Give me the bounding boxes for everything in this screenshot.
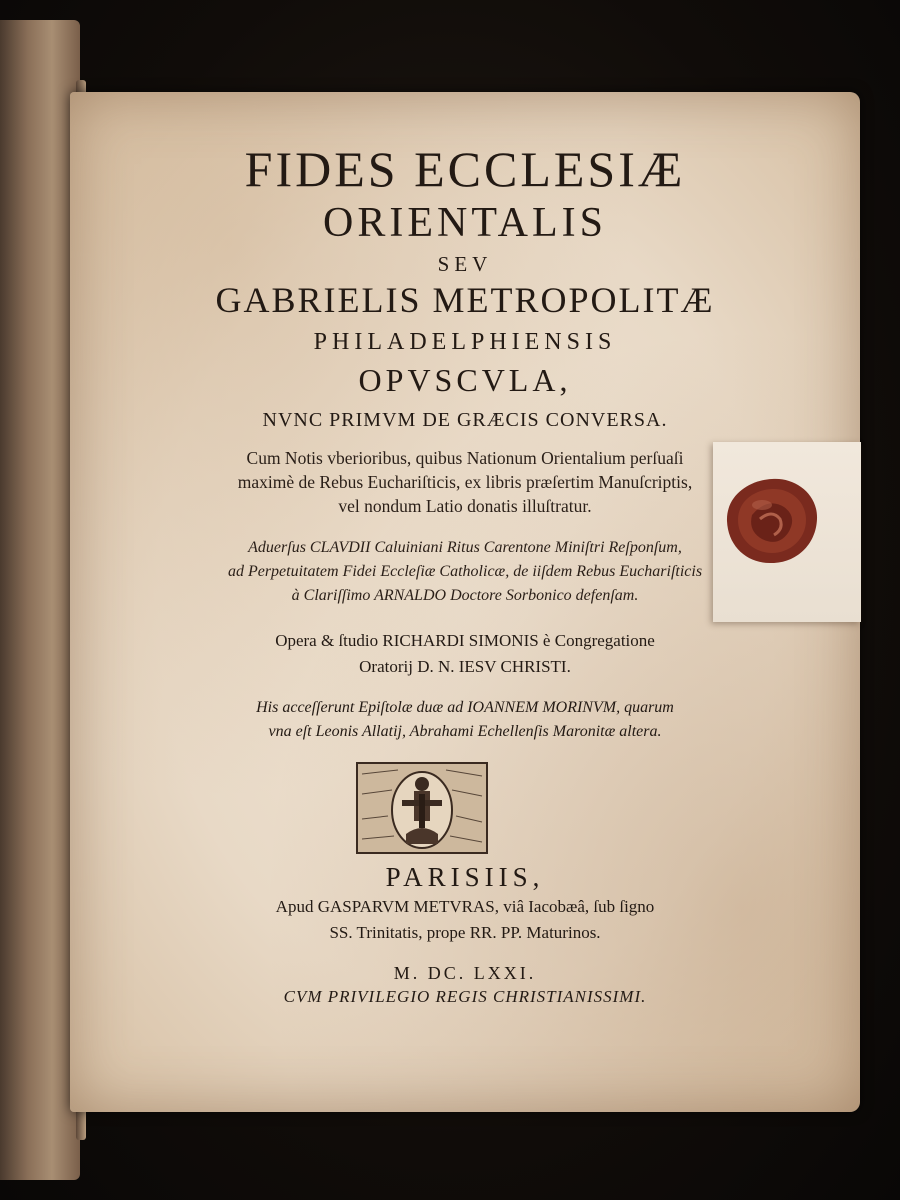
- imprint-date: M. DC. LXXI.: [393, 963, 537, 983]
- notes-line-1: Cum Notis vberioribus, quibus Nationum Orientalium perſuaſi: [246, 448, 684, 468]
- title-line-3: SEV: [437, 252, 493, 276]
- opera-line-1: Opera & ſtudio RICHARDI SIMONIS è Congregatione: [275, 631, 655, 650]
- adversus-line-3: à Clariſſimo ARNALDO Doctore Sorbonico defenſam.: [291, 587, 639, 604]
- privilege-line: CVM PRIVILEGIO REGIS CHRISTIANISSIMI.: [283, 987, 647, 1006]
- notes-line-3: vel nondum Latio donatis illuſtratur.: [338, 496, 592, 516]
- wax-seal-icon: [722, 475, 822, 567]
- title-line-1: FIDES ECCLESIÆ: [244, 141, 686, 197]
- title-line-2: ORIENTALIS: [323, 200, 607, 246]
- imprint-place: PARISIIS,: [385, 862, 545, 892]
- title-line-4: GABRIELIS METROPOLITÆ: [215, 280, 715, 320]
- imprint-line-1: Apud GASPARVM METVRAS, viâ Iacobæâ, ſub ſigno: [275, 897, 655, 916]
- title-line-5: PHILADELPHIENSIS: [313, 329, 617, 355]
- printers-device-icon: [356, 762, 488, 854]
- title-line-7: NVNC PRIMVM DE GRÆCIS CONVERSA.: [262, 409, 668, 431]
- title-line-6: OPVSCVLA,: [358, 362, 572, 398]
- accesserunt-line-2: vna eſt Leonis Allatij, Abrahami Echellenſis Maronitæ altera.: [268, 723, 662, 740]
- adversus-line-2: ad Perpetuitatem Fidei Eccleſiæ Catholicæ, de iiſdem Rebus Euchariſticis: [227, 563, 703, 580]
- book-spine: [0, 20, 80, 1180]
- opera-line-2: Oratorij D. N. IESV CHRISTI.: [359, 657, 571, 676]
- accesserunt-line-1: His acceſſerunt Epiſtolæ duæ ad IOANNEM MORINVM, quarum: [256, 699, 674, 716]
- adversus-line-1: Aduerſus CLAVDII Caluiniani Ritus Carentone Miniſtri Reſponſum,: [248, 539, 682, 556]
- notes-line-2: maximè de Rebus Euchariſticis, ex libris præſertim Manuſcriptis,: [237, 472, 693, 492]
- imprint-line-2: SS. Trinitatis, prope RR. PP. Maturinos.: [329, 923, 601, 942]
